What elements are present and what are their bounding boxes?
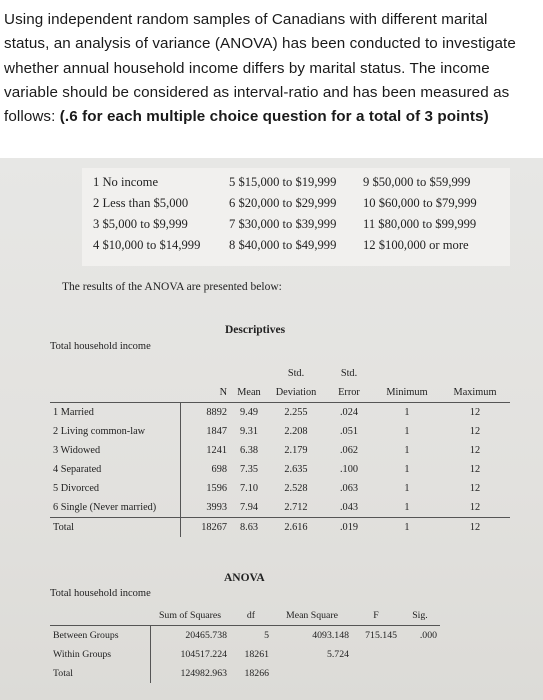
row-label: 5 Divorced <box>50 479 180 498</box>
income-scale-col-2 <box>229 172 336 256</box>
header-mean: Mean <box>230 383 268 403</box>
row-label: Within Groups <box>50 645 150 664</box>
income-scale-col-3 <box>363 172 477 256</box>
cell-sig <box>400 664 440 683</box>
cell-ss: 104517.224 <box>180 649 227 660</box>
descriptives-dependent-label: Total household income <box>50 341 151 352</box>
cell-sd: 2.255 <box>284 407 308 418</box>
cell-max: 12 <box>469 407 481 418</box>
question-line-3: whether annual household income differs by marital status. The income <box>4 59 490 77</box>
cell-n: 698 <box>211 464 227 475</box>
cell-min: 1 <box>404 407 410 418</box>
cell-max: 12 <box>469 426 481 437</box>
cell-ss: 20465.738 <box>185 630 227 641</box>
table-row <box>50 664 440 683</box>
table-row <box>50 441 510 460</box>
cell-ss: 124982.963 <box>180 668 227 679</box>
cell-sig <box>400 645 440 664</box>
cell-n: 8892 <box>206 407 227 418</box>
header-se-2: Error <box>324 383 374 403</box>
cell-sd: 2.528 <box>284 483 308 494</box>
scale-item: 10 $60,000 to $79,999 <box>363 196 477 210</box>
cell-mean: 8.63 <box>230 518 268 538</box>
table-row <box>50 422 510 441</box>
scale-item: 8 $40,000 to $49,999 <box>229 238 337 252</box>
cell-ms: 5.724 <box>326 649 349 660</box>
row-label: Between Groups <box>50 626 150 646</box>
cell-sd: 2.616 <box>268 518 324 538</box>
header-max: Maximum <box>440 383 510 403</box>
descriptives-table <box>50 364 510 537</box>
cell-se: .019 <box>324 518 374 538</box>
cell-min: 1 <box>404 426 410 437</box>
cell-n: 1596 <box>206 483 227 494</box>
anova-dependent-label: Total household income <box>50 588 151 599</box>
row-label: 4 Separated <box>50 460 180 479</box>
cell-f <box>352 664 400 683</box>
cell-df: 18261 <box>244 649 269 660</box>
row-label: 2 Living common-law <box>50 422 180 441</box>
header-f: F <box>352 606 400 626</box>
cell-max: 12 <box>440 518 510 538</box>
scale-item: 6 $20,000 to $29,999 <box>229 196 337 210</box>
question-line-1: Using independent random samples of Canadians with different marital <box>4 11 488 28</box>
cell-mean: 9.49 <box>239 407 259 418</box>
row-label: 1 Married <box>50 403 180 423</box>
header-sd-2: Deviation <box>268 383 324 403</box>
cell-n: 3993 <box>206 502 227 513</box>
cell-min: 1 <box>404 502 410 513</box>
cell-mean: 6.38 <box>239 445 259 456</box>
question-line-4: variable should be considered as interval-ratio and has been measured as <box>4 83 510 101</box>
header-ms: Mean Square <box>272 606 352 626</box>
table-row <box>50 645 440 664</box>
cell-mean: 7.10 <box>239 483 259 494</box>
points-note: (.6 for each multiple choice question for a total of 3 points) <box>59 108 489 126</box>
scale-item: 2 Less than $5,000 <box>93 196 189 210</box>
cell-min: 1 <box>374 518 440 538</box>
scale-item: 11 $80,000 to $99,999 <box>363 217 477 231</box>
cell-min: 1 <box>404 464 410 475</box>
cell-f <box>352 645 400 664</box>
cell-df: 5 <box>264 630 269 641</box>
cell-se: .051 <box>339 426 359 437</box>
cell-mean: 7.94 <box>239 502 259 513</box>
scale-item: 7 $30,000 to $39,999 <box>229 217 337 231</box>
header-se-1: Std. <box>340 368 358 379</box>
anova-table <box>50 606 440 683</box>
cell-mean: 9.31 <box>239 426 259 437</box>
anova-header-row <box>50 606 440 626</box>
row-label: 3 Widowed <box>50 441 180 460</box>
cell-n: 1847 <box>206 426 227 437</box>
cell-df: 18266 <box>244 668 269 679</box>
scale-item: 3 $5,000 to $9,999 <box>93 217 188 231</box>
scale-item: 12 $100,000 or more <box>363 238 469 252</box>
cell-ms: 4093.148 <box>312 630 349 641</box>
cell-min: 1 <box>404 445 410 456</box>
cell-se: .063 <box>339 483 359 494</box>
cell-sd: 2.179 <box>284 445 308 456</box>
question-line-2: status, an analysis of variance (ANOVA) has been conducted to investigate <box>4 35 516 53</box>
question-panel <box>0 0 543 158</box>
cell-sd: 2.208 <box>284 426 308 437</box>
table-row <box>50 479 510 498</box>
header-df: df <box>230 606 272 626</box>
table-row <box>50 626 440 646</box>
question-line-5: follows: <box>4 108 60 126</box>
anova-title: ANOVA <box>224 572 265 584</box>
scale-item: 9 $50,000 to $59,999 <box>363 175 471 189</box>
row-label: 6 Single (Never married) <box>50 498 180 518</box>
results-intro: The results of the ANOVA are presented below: <box>62 281 282 293</box>
income-scale-col-1 <box>93 172 200 256</box>
table-row-total <box>50 518 510 538</box>
cell-min: 1 <box>404 483 410 494</box>
table-row <box>50 498 510 518</box>
question-text <box>4 8 539 129</box>
cell-se: .100 <box>339 464 359 475</box>
header-ss: Sum of Squares <box>150 606 230 626</box>
cell-max: 12 <box>469 445 481 456</box>
cell-se: .043 <box>339 502 359 513</box>
cell-sd: 2.712 <box>284 502 308 513</box>
cell-n: 1241 <box>206 445 227 456</box>
cell-sd: 2.635 <box>284 464 308 475</box>
cell-max: 12 <box>469 483 481 494</box>
cell-n: 18267 <box>180 518 230 538</box>
cell-se: .024 <box>339 407 359 418</box>
table-row <box>50 460 510 479</box>
descriptives-title: Descriptives <box>225 324 286 336</box>
scale-item: 5 $15,000 to $19,999 <box>229 175 337 189</box>
header-min: Minimum <box>374 383 440 403</box>
cell-max: 12 <box>469 464 481 475</box>
cell-f: 715.145 <box>365 630 397 641</box>
row-label: Total <box>50 664 150 683</box>
row-label: Total <box>50 518 180 538</box>
descriptives-header-row-1 <box>50 364 510 383</box>
cell-sig: .000 <box>419 630 437 641</box>
cell-se: .062 <box>339 445 359 456</box>
cell-max: 12 <box>469 502 481 513</box>
scale-item: 1 No income <box>93 175 159 189</box>
header-n: N <box>180 383 230 403</box>
descriptives-header-row-2 <box>50 383 510 403</box>
scale-item: 4 $10,000 to $14,999 <box>93 238 201 252</box>
header-sd-1: Std. <box>287 368 305 379</box>
header-sig: Sig. <box>400 606 440 626</box>
cell-mean: 7.35 <box>239 464 259 475</box>
table-row <box>50 403 510 423</box>
cell-ms <box>272 664 352 683</box>
